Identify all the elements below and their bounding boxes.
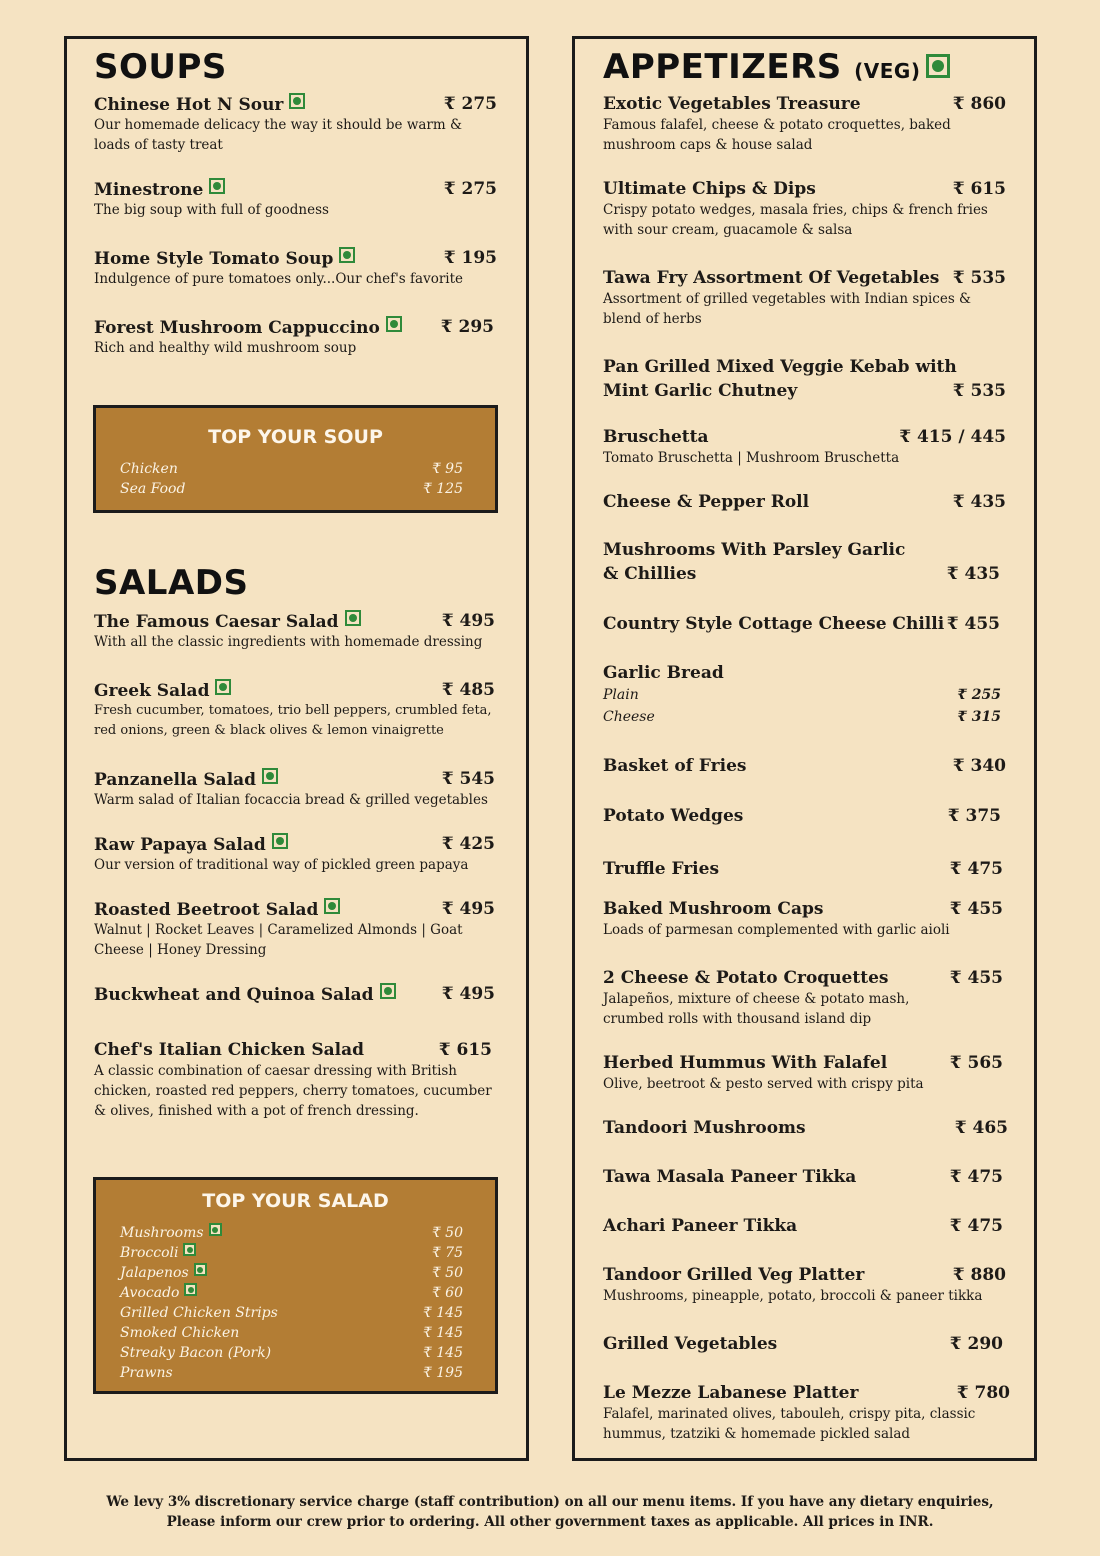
item-name: Le Mezze Labanese Platter [603, 1383, 859, 1403]
appetizers-subtitle: (VEG) [854, 59, 921, 83]
item-name: Baked Mushroom Caps [603, 899, 824, 919]
item-description: Mushrooms, pineapple, potato, broccoli & paneer tikka [603, 1288, 983, 1304]
addon-name: Prawns [120, 1365, 173, 1381]
item-price: ₹ 435 [946, 564, 1000, 584]
addon-title: TOP YOUR SOUP [208, 426, 383, 448]
item-name: Pan Grilled Mixed Veggie Kebab with Mint Garlic Chutney [603, 357, 957, 401]
menu-item [603, 1264, 1006, 1306]
item-price: ₹ 375 [947, 806, 1001, 826]
right-menu-panel [572, 36, 1037, 1461]
item-description: Our version of traditional way of pickled green papaya [94, 857, 469, 873]
veg-icon [215, 679, 231, 695]
item-price: ₹ 475 [949, 859, 1003, 879]
item-name: Grilled Vegetables [603, 1334, 778, 1354]
item-name: Home Style Tomato Soup [94, 249, 334, 269]
veg-icon [345, 610, 361, 626]
option-price: ₹ 315 [957, 709, 1001, 725]
footer-note [0, 1492, 1100, 1532]
item-description: Crispy potato wedges, masala fries, chips & french fries with sour cream, guacamole & salsa [603, 202, 988, 238]
menu-item [94, 316, 494, 358]
menu-item [94, 983, 495, 1005]
veg-icon [324, 898, 340, 914]
item-price: ₹ 455 [949, 899, 1003, 919]
item-price: ₹ 565 [949, 1053, 1003, 1073]
item-price: ₹ 425 [441, 834, 495, 854]
item-description: The big soup with full of goodness [94, 202, 329, 218]
addon-name: Jalapenos [120, 1265, 189, 1281]
item-name: Herbed Hummus With Falafel [603, 1053, 888, 1073]
item-description: Falafel, marinated olives, tabouleh, crispy pita, classic hummus, tzatziki & homemade pickled salad [603, 1406, 976, 1442]
veg-icon [209, 1223, 222, 1236]
item-name: Basket of Fries [603, 756, 747, 776]
item-description: A classic combination of caesar dressing with British chicken, roasted red peppers, cherry tomatoes, cucumber & olives, finished with a pot of french dressing. [94, 1063, 492, 1119]
menu-item [603, 491, 1006, 513]
menu-item [603, 1382, 1010, 1444]
addon-item [120, 1223, 463, 1243]
top-your-soup-box [93, 405, 498, 513]
item-name: Tandoori Mushrooms [603, 1118, 806, 1138]
addon-name: Mushrooms [120, 1225, 204, 1241]
item-name: Exotic Vegetables Treasure [603, 94, 861, 114]
menu-item [603, 1333, 1003, 1355]
item-description: Our homemade delicacy the way it should be warm & loads of tasty treat [94, 117, 462, 153]
item-price: ₹ 475 [949, 1216, 1003, 1236]
menu-item [603, 355, 1006, 403]
menu-item [94, 610, 495, 652]
menu-item [603, 93, 1006, 155]
addon-name: Grilled Chicken Strips [120, 1305, 278, 1321]
item-description: Warm salad of Italian focaccia bread & grilled vegetables [94, 792, 488, 808]
item-price: ₹ 275 [443, 94, 497, 114]
addon-name: Sea Food [120, 481, 186, 497]
item-name: Garlic Bread [603, 663, 724, 683]
option-name: Cheese [603, 709, 655, 725]
item-price: ₹ 455 [949, 968, 1003, 988]
item-price: ₹ 495 [441, 611, 495, 631]
item-name: Greek Salad [94, 681, 210, 701]
item-price: ₹ 295 [440, 317, 494, 337]
addon-price: ₹ 195 [422, 1365, 463, 1381]
item-price: ₹ 780 [956, 1383, 1010, 1403]
item-price: ₹ 465 [954, 1118, 1008, 1138]
menu-item [94, 1039, 495, 1121]
addon-item [120, 479, 463, 499]
item-price: ₹ 340 [952, 756, 1006, 776]
item-price: ₹ 495 [441, 899, 495, 919]
addon-name: Broccoli [120, 1245, 179, 1261]
addon-title: TOP YOUR SALAD [202, 1190, 389, 1212]
footer-line: Please inform our crew prior to ordering. All other government taxes as applicable. All prices in INR. [166, 1514, 934, 1530]
menu-item [603, 267, 1006, 329]
veg-icon [184, 1283, 197, 1296]
item-name: Panzanella Salad [94, 770, 257, 790]
item-name: Potato Wedges [603, 806, 744, 826]
item-name: Achari Paneer Tikka [603, 1216, 798, 1236]
item-description: With all the classic ingredients with homemade dressing [94, 634, 483, 650]
menu-item [603, 1117, 1008, 1139]
menu-item [603, 755, 1006, 777]
veg-icon [339, 247, 355, 263]
appetizers-heading [603, 47, 950, 87]
veg-icon [926, 54, 950, 78]
addon-item [120, 1343, 463, 1363]
item-price: ₹ 880 [952, 1265, 1006, 1285]
item-description: Indulgence of pure tomatoes only...Our chef's favorite [94, 271, 464, 287]
addon-item [120, 1263, 463, 1283]
menu-item [94, 247, 497, 289]
item-price: ₹ 545 [441, 769, 495, 789]
addon-item [120, 1363, 463, 1383]
veg-icon [386, 316, 402, 332]
item-description: Assortment of grilled vegetables with Indian spices & blend of herbs [603, 291, 972, 327]
item-description: Tomato Bruschetta | Mushroom Bruschetta [603, 450, 900, 466]
garlic-bread-option [603, 706, 1001, 728]
item-name: Ultimate Chips & Dips [603, 179, 816, 199]
item-description: Loads of parmesan complemented with garlic aioli [603, 922, 950, 938]
addon-price: ₹ 50 [431, 1225, 463, 1241]
veg-icon [209, 178, 225, 194]
item-price: ₹ 495 [441, 984, 495, 1004]
addon-price: ₹ 125 [422, 481, 463, 497]
item-price: ₹ 455 [946, 614, 1000, 634]
item-name: Bruschetta [603, 427, 709, 447]
soups-heading: SOUPS [94, 47, 227, 87]
menu-item [603, 662, 1001, 728]
item-name: Buckwheat and Quinoa Salad [94, 985, 374, 1005]
item-description: Famous falafel, cheese & potato croquettes, baked mushroom caps & house salad [603, 117, 951, 153]
item-description: Jalapeños, mixture of cheese & potato mash, crumbed rolls with thousand island dip [603, 991, 910, 1027]
menu-item [603, 178, 1006, 240]
menu-item [603, 426, 1006, 468]
veg-icon [183, 1243, 196, 1256]
item-name: Cheese & Pepper Roll [603, 492, 810, 512]
item-price: ₹ 290 [949, 1334, 1003, 1354]
footer-line: We levy 3% discretionary service charge (staff contribution) on all our menu items. If you have any dietary enquiries, [106, 1494, 994, 1510]
item-name: The Famous Caesar Salad [94, 612, 339, 632]
garlic-bread-option [603, 684, 1001, 706]
addon-name: Smoked Chicken [120, 1325, 240, 1341]
menu-item [603, 1215, 1003, 1237]
item-name: Mushrooms With Parsley Garlic & Chillies [603, 540, 906, 584]
appetizers-title: APPETIZERS [603, 47, 842, 87]
addon-price: ₹ 60 [431, 1285, 463, 1301]
item-name: Roasted Beetroot Salad [94, 900, 319, 920]
menu-item [94, 768, 495, 810]
item-name: Minestrone [94, 180, 204, 200]
menu-item [603, 858, 1003, 880]
top-your-salad-box [93, 1177, 498, 1394]
option-price: ₹ 255 [957, 687, 1001, 703]
option-name: Plain [603, 687, 639, 703]
item-price: ₹ 475 [949, 1167, 1003, 1187]
addon-item [120, 459, 463, 479]
item-price: ₹ 275 [443, 179, 497, 199]
menu-item [94, 898, 495, 960]
addon-price: ₹ 50 [431, 1265, 463, 1281]
addon-item [120, 1283, 463, 1303]
item-price: ₹ 535 [952, 381, 1006, 401]
item-price: ₹ 535 [952, 268, 1006, 288]
menu-item [94, 833, 495, 875]
addon-name: Avocado [120, 1285, 180, 1301]
item-name: 2 Cheese & Potato Croquettes [603, 968, 889, 988]
item-name: Raw Papaya Salad [94, 835, 266, 855]
addon-item [120, 1323, 463, 1343]
veg-icon [272, 833, 288, 849]
menu-item [603, 538, 1000, 586]
addon-name: Chicken [120, 461, 178, 477]
addon-price: ₹ 145 [422, 1325, 463, 1341]
addon-item [120, 1243, 463, 1263]
item-price: ₹ 415 / 445 [899, 427, 1006, 447]
item-description: Rich and healthy wild mushroom soup [94, 340, 357, 356]
item-price: ₹ 195 [443, 248, 497, 268]
salads-heading: SALADS [94, 563, 249, 603]
addon-price: ₹ 145 [422, 1305, 463, 1321]
item-name: Tandoor Grilled Veg Platter [603, 1265, 865, 1285]
addon-price: ₹ 75 [431, 1245, 463, 1261]
item-description: Olive, beetroot & pesto served with crispy pita [603, 1076, 924, 1092]
item-name: Chef's Italian Chicken Salad [94, 1040, 364, 1060]
menu-item [603, 1166, 1003, 1188]
item-price: ₹ 485 [441, 680, 495, 700]
item-price: ₹ 435 [952, 492, 1006, 512]
item-name: Country Style Cottage Cheese Chilli [603, 614, 945, 634]
item-description: Fresh cucumber, tomatoes, trio bell peppers, crumbled feta, red onions, green & black olives & lemon vinaigrette [94, 703, 492, 738]
item-name: Chinese Hot N Sour [94, 95, 284, 115]
menu-item [603, 805, 1001, 827]
item-name: Tawa Fry Assortment Of Vegetables [603, 268, 940, 288]
menu-item [603, 967, 1003, 1029]
item-name: Truffle Fries [603, 859, 720, 879]
item-price: ₹ 860 [952, 94, 1006, 114]
item-name: Forest Mushroom Cappuccino [94, 318, 380, 338]
item-price: ₹ 615 [952, 179, 1006, 199]
veg-icon [289, 93, 305, 109]
menu-item [94, 93, 497, 155]
addon-name: Streaky Bacon (Pork) [120, 1345, 272, 1361]
addon-price: ₹ 95 [431, 461, 463, 477]
menu-item [603, 613, 1000, 635]
menu-item [94, 178, 497, 220]
menu-item [603, 898, 1003, 940]
item-description: Walnut | Rocket Leaves | Caramelized Almonds | Goat Cheese | Honey Dressing [94, 922, 463, 958]
item-name: Tawa Masala Paneer Tikka [603, 1167, 857, 1187]
item-price: ₹ 615 [438, 1040, 492, 1060]
menu-item [603, 1052, 1003, 1094]
veg-icon [380, 983, 396, 999]
addon-item [120, 1303, 463, 1323]
menu-item [94, 679, 509, 741]
addon-price: ₹ 145 [422, 1345, 463, 1361]
veg-icon [194, 1263, 207, 1276]
veg-icon [262, 768, 278, 784]
